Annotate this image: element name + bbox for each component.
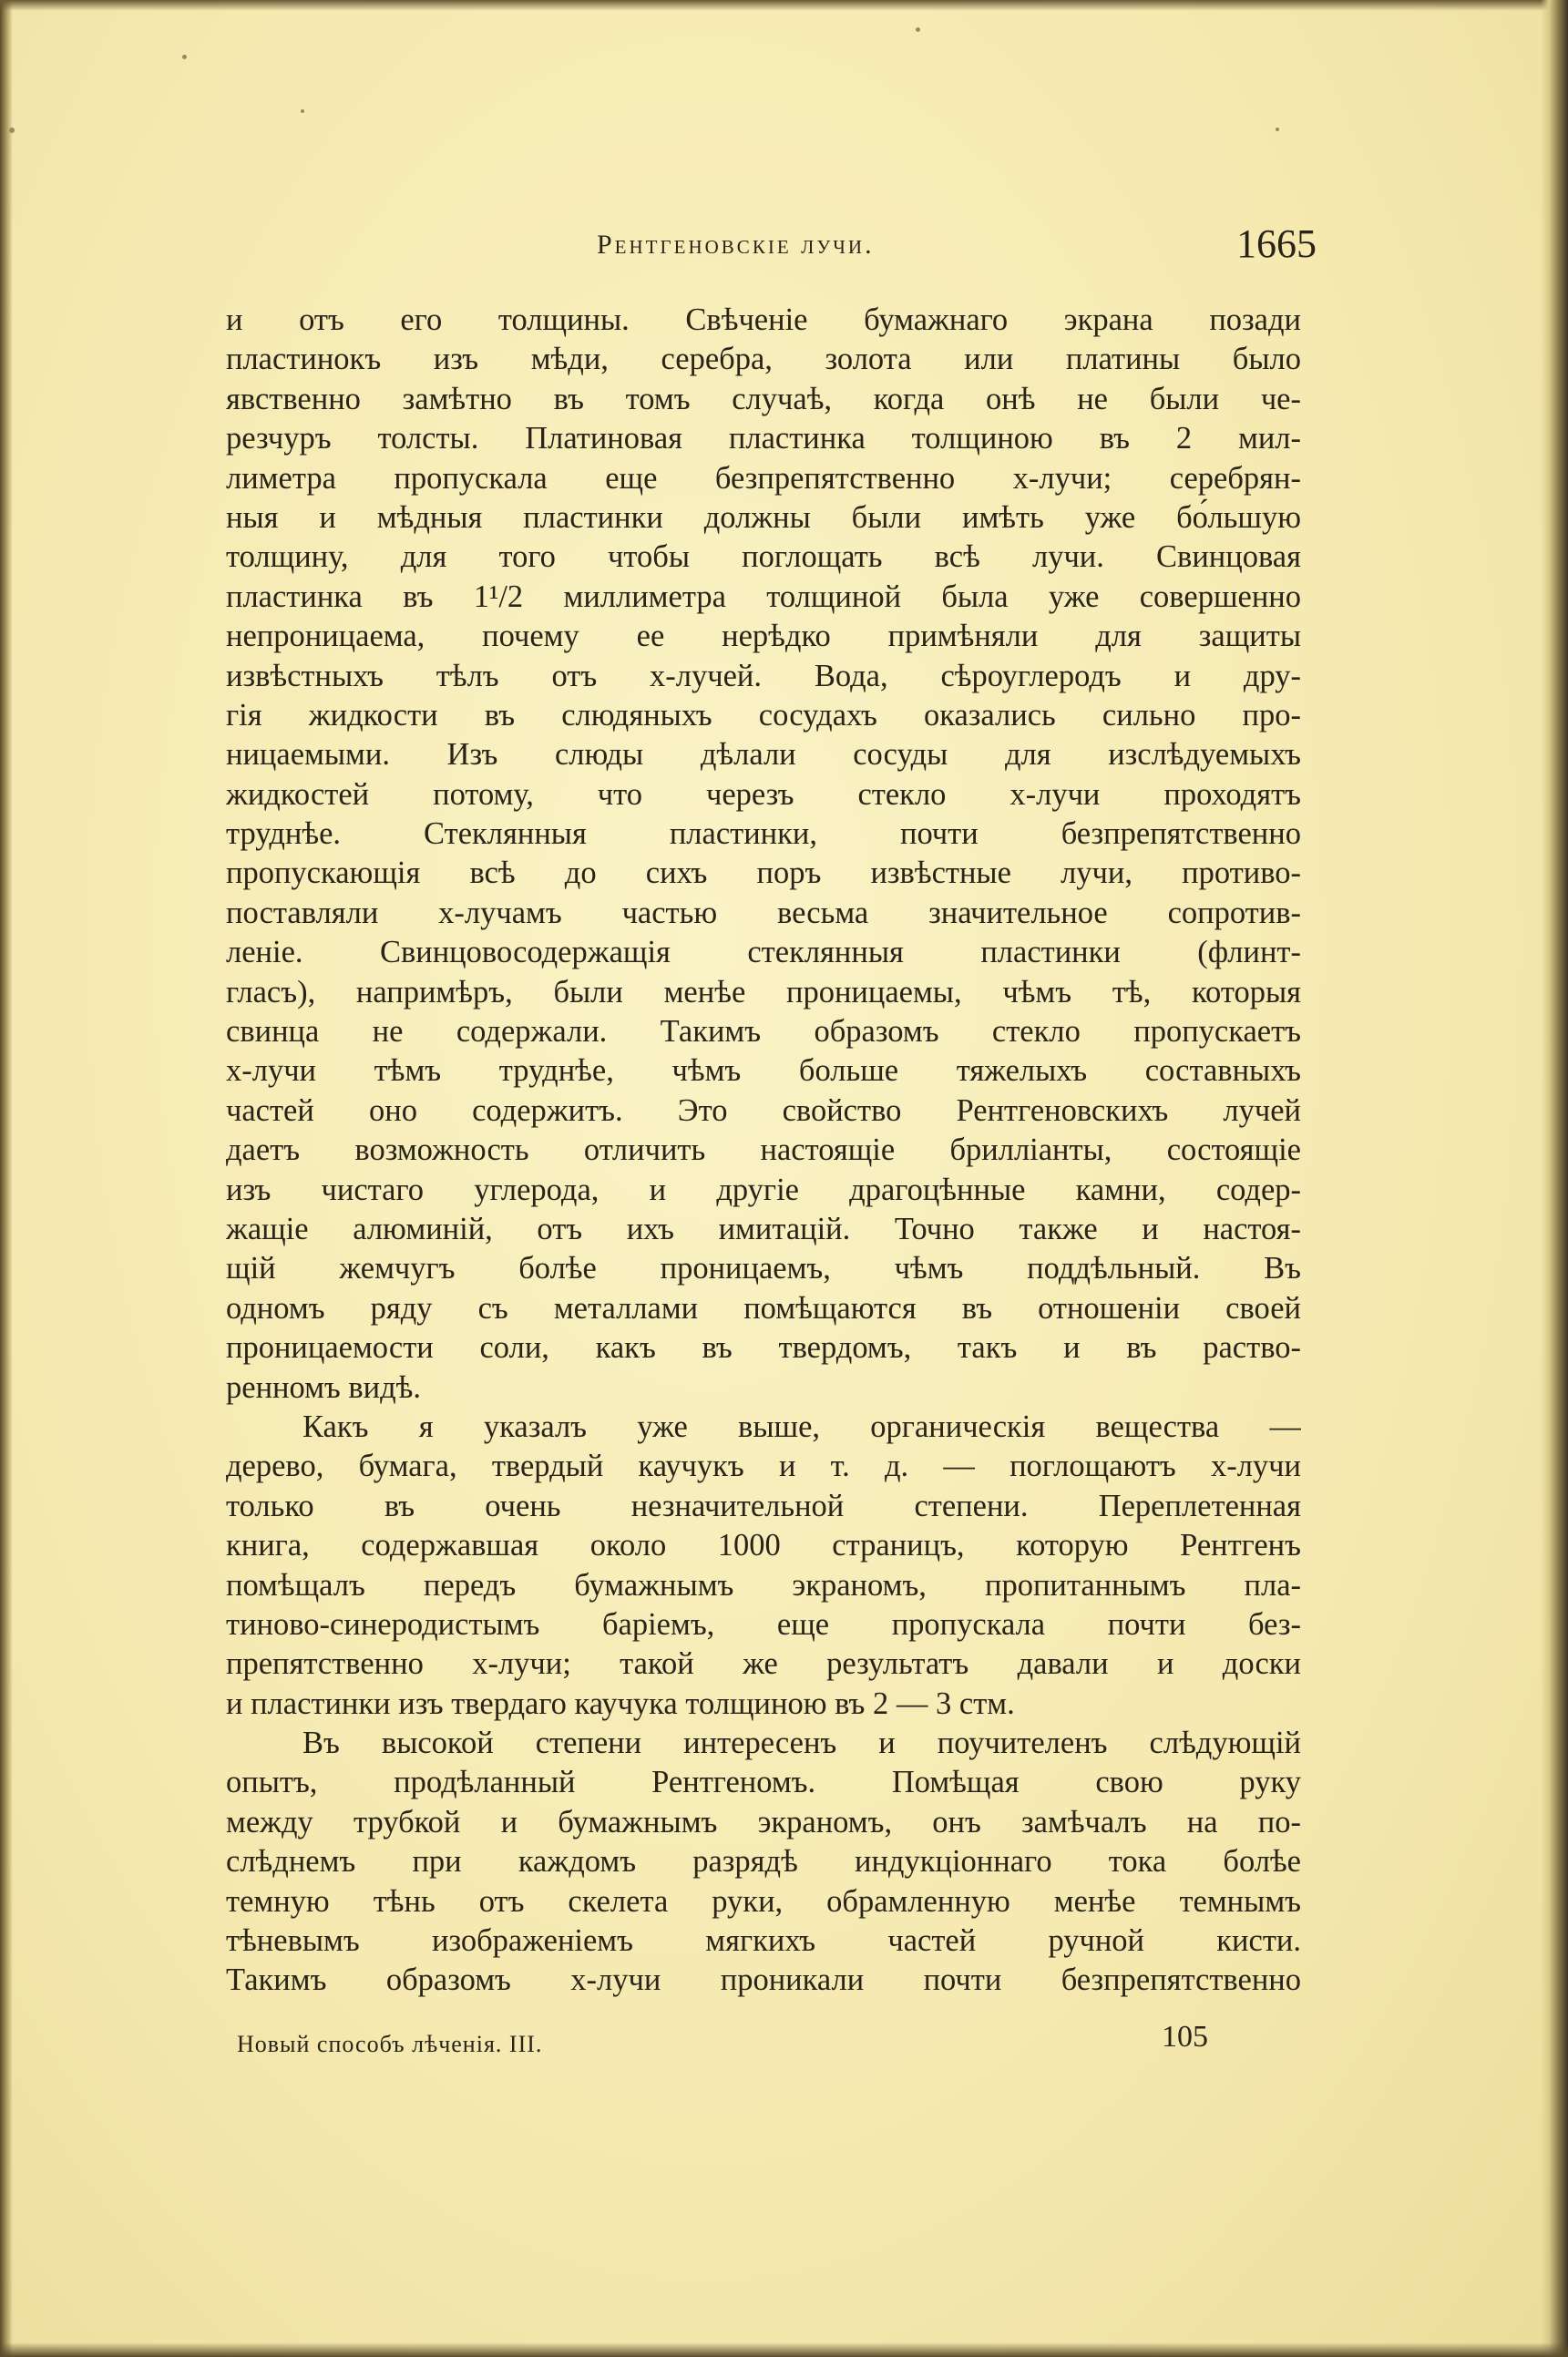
text-line: Такимъ образомъ х-лучи проникали почти безпрепятственно — [226, 1962, 1301, 1998]
text-line: лиметра пропускала еще безпрепятственно х-лучи; серебрян- — [226, 460, 1301, 496]
page-left-edge — [0, 0, 13, 2357]
text-line: х-лучи тѣмъ труднѣе, чѣмъ больше тяжелыхъ составныхъ — [226, 1053, 1301, 1089]
page-number: 1665 — [1236, 221, 1317, 266]
text-line: ныя и мѣдныя пластинки должны были имѣть уже бо́льшую — [226, 499, 1301, 535]
body-text — [226, 301, 1301, 2001]
text-line: тиново-синеродистымъ баріемъ, еще пропускала почти без- — [226, 1606, 1301, 1642]
paper-speck — [916, 27, 920, 32]
text-line: жащіе алюминій, отъ ихъ имитацій. Точно также и настоя- — [226, 1211, 1301, 1246]
text-line: слѣднемъ при каждомъ разрядѣ индукціоннаго тока болѣе — [226, 1844, 1301, 1880]
text-line: изъ чистаго углерода, и другіе драгоцѣнные камни, содер- — [226, 1172, 1301, 1207]
text-line: поставляли х-лучамъ частью весьма значительное сопротив- — [226, 895, 1301, 930]
page-top-edge — [0, 0, 1568, 11]
page-header — [228, 217, 1317, 272]
text-line: даетъ возможность отличить настоящіе брилліанты, состоящіе — [226, 1132, 1301, 1168]
text-line: темную тѣнь отъ скелета руки, обрамленную менѣе темнымъ — [226, 1883, 1301, 1919]
text-line: проницаемости соли, какъ въ твердомъ, такъ и въ раство- — [226, 1330, 1301, 1366]
paper-speck — [9, 128, 15, 133]
page-bottom-edge — [0, 2342, 1568, 2357]
text-line: непроницаема, почему ее нерѣдко примѣняли для защиты — [226, 619, 1301, 654]
text-line: ницаемыми. Изъ слюды дѣлали сосуды для изслѣдуемыхъ — [226, 737, 1301, 773]
text-line: щій жемчугъ болѣе проницаемъ, чѣмъ поддѣльный. Въ — [226, 1251, 1301, 1286]
text-line: тѣневымъ изображеніемъ мягкихъ частей ручной кисти. — [226, 1923, 1301, 1959]
text-line: между трубкой и бумажнымъ экраномъ, онъ замѣчалъ на по- — [226, 1804, 1301, 1839]
sheet-number: 105 — [1162, 2020, 1208, 2054]
text-line: гія жидкости въ слюдяныхъ сосудахъ оказались сильно про- — [226, 697, 1301, 733]
text-line: гласъ), напримѣръ, были менѣе проницаемы, чѣмъ тѣ, которыя — [226, 974, 1301, 1009]
text-line: пропускающія всѣ до сихъ поръ извѣстные лучи, противо- — [226, 856, 1301, 891]
text-line: книга, содержавшая около 1000 страницъ, которую Рентгенъ — [226, 1528, 1301, 1563]
text-line: ренномъ видѣ. — [226, 1369, 422, 1405]
text-line: пластинокъ изъ мѣди, серебра, золота или платины было — [226, 342, 1301, 377]
text-line: леніе. Свинцовосодержащія стеклянныя пластинки (флинт- — [226, 935, 1301, 970]
page-footer — [237, 2020, 1248, 2075]
text-line: толщину, для того чтобы поглощать всѣ лучи. Свинцовая — [226, 539, 1301, 575]
text-line: препятственно х-лучи; такой же результатъ давали и доски — [226, 1646, 1301, 1682]
text-line: и отъ его толщины. Свѣченіе бумажнаго экрана позади — [226, 302, 1301, 337]
paper-speck — [182, 55, 187, 59]
text-line: извѣстныхъ тѣлъ отъ х-лучей. Вода, сѣроуглеродъ и дру- — [226, 658, 1301, 693]
text-line: Какъ я указалъ уже выше, органическія вещества — — [302, 1409, 1301, 1444]
paper-speck — [301, 109, 304, 113]
text-line: помѣщалъ передъ бумажнымъ экраномъ, пропитаннымъ пла- — [226, 1567, 1301, 1603]
text-line: явственно замѣтно въ томъ случаѣ, когда онѣ не были че- — [226, 381, 1301, 416]
text-line: свинца не содержали. Такимъ образомъ стекло пропускаетъ — [226, 1014, 1301, 1050]
text-line: жидкостей потому, что черезъ стекло х-лучи проходятъ — [226, 776, 1301, 812]
text-line: только въ очень незначительной степени. Переплетенная — [226, 1488, 1301, 1523]
text-line: дерево, бумага, твердый каучукъ и т. д. — поглощаютъ х-лучи — [226, 1449, 1301, 1484]
text-line: пластинка въ 1¹/2 миллиметра толщиной была уже совершенно — [226, 579, 1301, 614]
text-line: резчуръ толсты. Платиновая пластинка толщиною въ 2 мил- — [226, 421, 1301, 456]
text-line: и пластинки изъ твердаго каучука толщиною въ 2 — 3 стм. — [226, 1686, 1015, 1721]
text-line: одномъ ряду съ металлами помѣщаются въ отношеніи своей — [226, 1290, 1301, 1326]
running-title: Рентгеновскіе лучи. — [597, 230, 875, 260]
page-right-edge — [1541, 0, 1568, 2357]
signature-mark: Новый способъ лѣченія. III. — [237, 2031, 543, 2057]
text-line: частей оно содержитъ. Это свойство Рентгеновскихъ лучей — [226, 1092, 1301, 1128]
text-line: опытъ, продѣланный Рентгеномъ. Помѣщая свою руку — [226, 1765, 1301, 1800]
text-line: Въ высокой степени интересенъ и поучителенъ слѣдующій — [302, 1726, 1301, 1761]
paper-speck — [1276, 128, 1279, 131]
text-line: труднѣе. Стеклянныя пластинки, почти безпрепятственно — [226, 816, 1301, 852]
